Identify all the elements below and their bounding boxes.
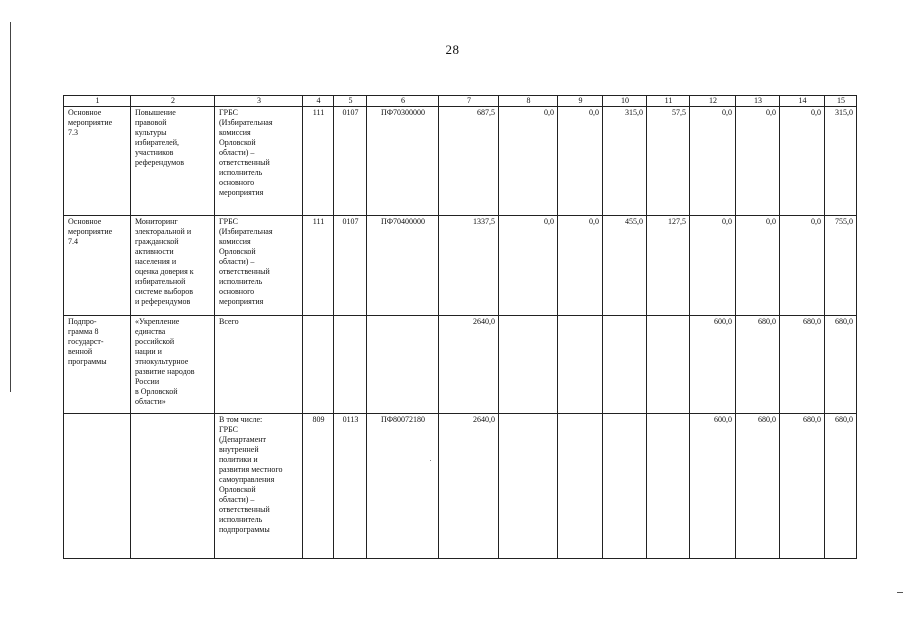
table-cell: 0,0 [558, 107, 603, 216]
table-cell [558, 316, 603, 414]
right-edge-mark [897, 592, 903, 593]
table-cell [367, 316, 439, 414]
table-cell [647, 414, 690, 559]
table-cell: 127,5 [647, 216, 690, 316]
table-cell: ГРБС (Избирательная комиссия Орловской области) – ответственный исполнитель основного мероприятия [215, 107, 303, 216]
column-header: 8 [499, 96, 558, 107]
table-cell [603, 316, 647, 414]
table-cell: 680,0 [825, 316, 857, 414]
table-cell [558, 414, 603, 559]
table-cell [647, 316, 690, 414]
table-cell: 2640,0 [439, 316, 499, 414]
table-cell: ПФ80072180 [367, 414, 439, 559]
table-cell: 687,5 [439, 107, 499, 216]
table-cell: 2640,0 [439, 414, 499, 559]
budget-allocation-table [63, 95, 857, 559]
table-cell: 111 [303, 216, 334, 316]
table-cell: 680,0 [736, 414, 780, 559]
table-cell [499, 414, 558, 559]
table-row [64, 216, 857, 316]
table-cell: 0,0 [499, 107, 558, 216]
column-header: 9 [558, 96, 603, 107]
table-cell: 0,0 [558, 216, 603, 316]
table-cell [131, 414, 215, 559]
table-cell: 455,0 [603, 216, 647, 316]
table-cell: 1337,5 [439, 216, 499, 316]
table-cell: 0107 [334, 107, 367, 216]
table-cell: В том числе: ГРБС (Департамент внутренней политики и развития местного самоуправления Орловской области) – ответственный исполнитель подпрограммы [215, 414, 303, 559]
table-cell: 755,0 [825, 216, 857, 316]
table-cell: 0113 [334, 414, 367, 559]
table-cell: 0,0 [780, 216, 825, 316]
page-number: 28 [445, 42, 460, 57]
table-cell [334, 316, 367, 414]
table-cell: 0,0 [690, 107, 736, 216]
table-cell: Всего [215, 316, 303, 414]
table-cell: 0,0 [736, 107, 780, 216]
table-cell: 111 [303, 107, 334, 216]
table-cell: 0,0 [499, 216, 558, 316]
table-cell: ПФ70300000 [367, 107, 439, 216]
table-cell: 315,0 [825, 107, 857, 216]
column-header: 15 [825, 96, 857, 107]
table-cell: Основное мероприятие 7.4 [64, 216, 131, 316]
table-cell: Основное мероприятие 7.3 [64, 107, 131, 216]
column-header: 6 [367, 96, 439, 107]
table-cell [499, 316, 558, 414]
table-cell: Подпро- грамма 8 государст- венной программы [64, 316, 131, 414]
column-header: 7 [439, 96, 499, 107]
table-cell: 0107 [334, 216, 367, 316]
table-cell: 0,0 [780, 107, 825, 216]
column-header: 12 [690, 96, 736, 107]
table-cell: 809 [303, 414, 334, 559]
table-row [64, 414, 857, 559]
column-header: 1 [64, 96, 131, 107]
table-cell [303, 316, 334, 414]
table-cell: Повышение правовой культуры избирателей, участников референдумов [131, 107, 215, 216]
table-cell: Мониторинг электоральной и гражданской активности населения и оценка доверия к избирательной системе выборов и референдумов [131, 216, 215, 316]
table-cell: 600,0 [690, 316, 736, 414]
table-cell: «Укрепление единства российской нации и этнокультурное развитие народов России в Орловской области» [131, 316, 215, 414]
table-cell: 600,0 [690, 414, 736, 559]
table-cell: 680,0 [736, 316, 780, 414]
table-cell: 315,0 [603, 107, 647, 216]
table-cell: 680,0 [780, 414, 825, 559]
table-cell: 680,0 [780, 316, 825, 414]
column-header: 13 [736, 96, 780, 107]
table-cell: ПФ70400000 [367, 216, 439, 316]
column-header: 3 [215, 96, 303, 107]
table-cell [64, 414, 131, 559]
table-header-row [64, 96, 857, 107]
table-cell: 0,0 [736, 216, 780, 316]
table-cell: ГРБС (Избирательная комиссия Орловской области) – ответственный исполнитель основного мероприятия [215, 216, 303, 316]
column-header: 10 [603, 96, 647, 107]
table-cell: 57,5 [647, 107, 690, 216]
column-header: 5 [334, 96, 367, 107]
table-cell: 0,0 [690, 216, 736, 316]
column-header: 11 [647, 96, 690, 107]
table-row [64, 316, 857, 414]
left-margin-line [10, 22, 11, 392]
column-header: 14 [780, 96, 825, 107]
table-cell: 680,0 [825, 414, 857, 559]
column-header: 4 [303, 96, 334, 107]
column-header: 2 [131, 96, 215, 107]
table-row [64, 107, 857, 216]
table-cell [603, 414, 647, 559]
